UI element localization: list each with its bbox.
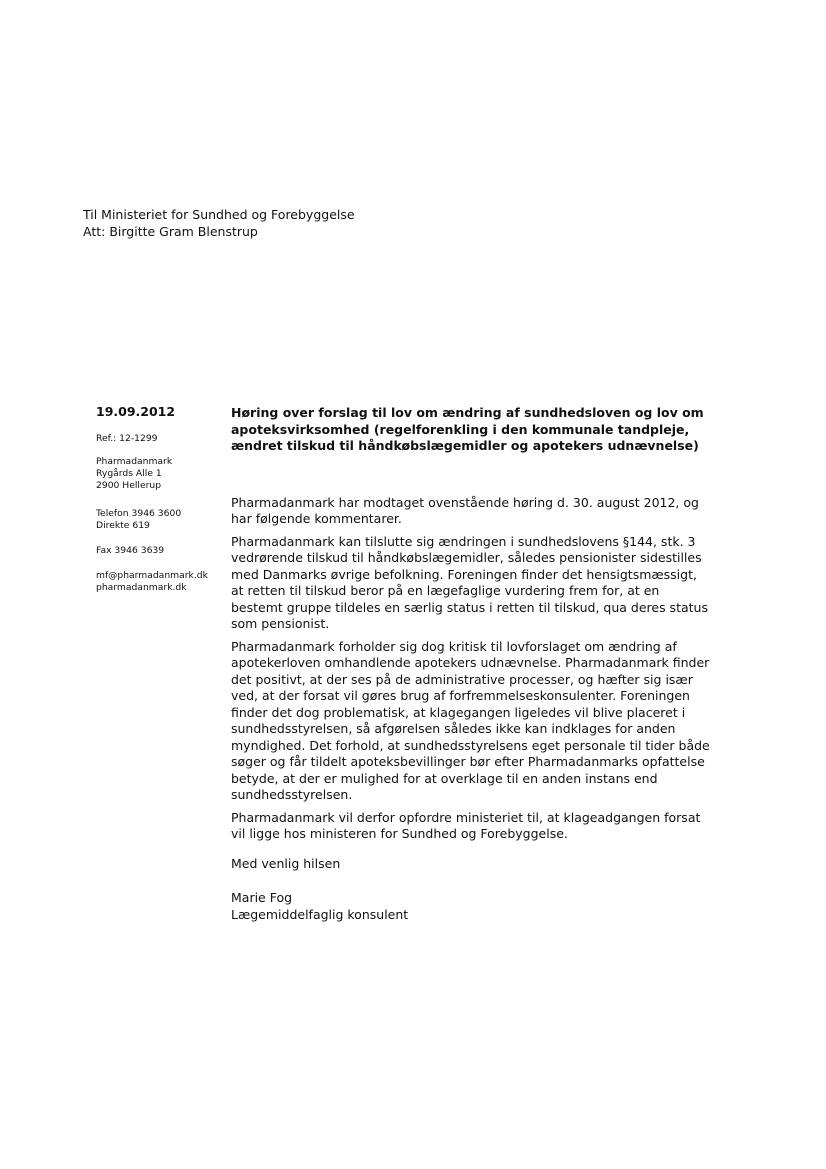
recipient-attention: Att: Birgitte Gram Blenstrup bbox=[83, 224, 258, 239]
sender-direct: Direkte 619 bbox=[96, 520, 150, 531]
body-paragraph: Pharmadanmark kan tilslutte sig ændringen i sundhedslovens §144, stk. 3 vedrørende tilskud til håndkøbslægemidler, således pensionister sidestilles med Danmarks øvrige befolkning. Foreningen finder det hensigtsmæssigt, at retten til tilskud beror på en lægefaglige vurdering frem for, at en bestemt gruppe tildeles en særlig status i retten til tilskud, qua deres status som pensionist. bbox=[231, 533, 708, 631]
letter-date: 19.09.2012 bbox=[96, 404, 176, 419]
letter-subject bbox=[231, 405, 711, 455]
signer-name: Marie Fog bbox=[231, 890, 293, 905]
sender-fax: Fax 3946 3639 bbox=[96, 545, 165, 556]
sender-street: Rygårds Alle 1 bbox=[96, 468, 162, 479]
sender-phone: Telefon 3946 3600 bbox=[96, 508, 182, 519]
sender-online bbox=[96, 570, 226, 594]
sender-org: Pharmadanmark bbox=[96, 456, 173, 467]
subject-line: ændret tilskud til håndkøbslægemidler og apotekers udnævnelse) bbox=[231, 438, 699, 453]
sender-address bbox=[96, 456, 226, 492]
sender-email: mf@pharmadanmark.dk bbox=[96, 570, 208, 581]
closing-salutation: Med venlig hilsen bbox=[231, 855, 341, 871]
subject-line: Høring over forslag til lov om ændring af sundhedsloven og lov om bbox=[231, 405, 704, 420]
recipient-line: Til Ministeriet for Sundhed og Forebyggelse bbox=[83, 207, 355, 222]
signer-title: Lægemiddelfaglig konsulent bbox=[231, 906, 409, 922]
body-paragraph: Pharmadanmark vil derfor opfordre ministeriet til, at klageadgangen forsat vil ligge hos ministeren for Sundhed og Forebyggelse. bbox=[231, 809, 701, 841]
recipient-block bbox=[83, 206, 355, 240]
sender-phones bbox=[96, 508, 226, 532]
sender-website: pharmadanmark.dk bbox=[96, 582, 187, 593]
signature-block bbox=[231, 890, 711, 923]
reference-number: Ref.: 12-1299 bbox=[96, 433, 158, 444]
body-paragraph: Pharmadanmark forholder sig dog kritisk til lovforslaget om ændring af apotekerloven omhandlende apotekers udnævnelse. Pharmadanmark finder det positivt, at der ses på de administrative processer, og hæfter sig især ved, at der forsat vil gøres brug af forfremmelseskonsulenter. Foreningen finder det dog problematisk, at klagegangen ligeledes vil blive placeret i sundhedsstyrelsen, så afgørelsen således ikke kan indklages for anden myndighed. Det forhold, at sundhedsstyrelsens eget personale til tider både søger og får tildelt apoteksbevillinger bør efter Pharmadanmarks opfattelse betyde, at der er mulighed for at overklage til en anden instans end sundhedsstyrelsen. bbox=[231, 638, 710, 802]
sender-sidebar bbox=[96, 403, 226, 609]
sender-city: 2900 Hellerup bbox=[96, 480, 162, 491]
letter-main bbox=[231, 405, 711, 923]
body-paragraph: Pharmadanmark har modtaget ovenstående høring d. 30. august 2012, og har følgende kommentarer. bbox=[231, 494, 699, 526]
subject-line: apoteksvirksomhed (regelforenkling i den kommunale tandpleje, bbox=[231, 421, 690, 437]
